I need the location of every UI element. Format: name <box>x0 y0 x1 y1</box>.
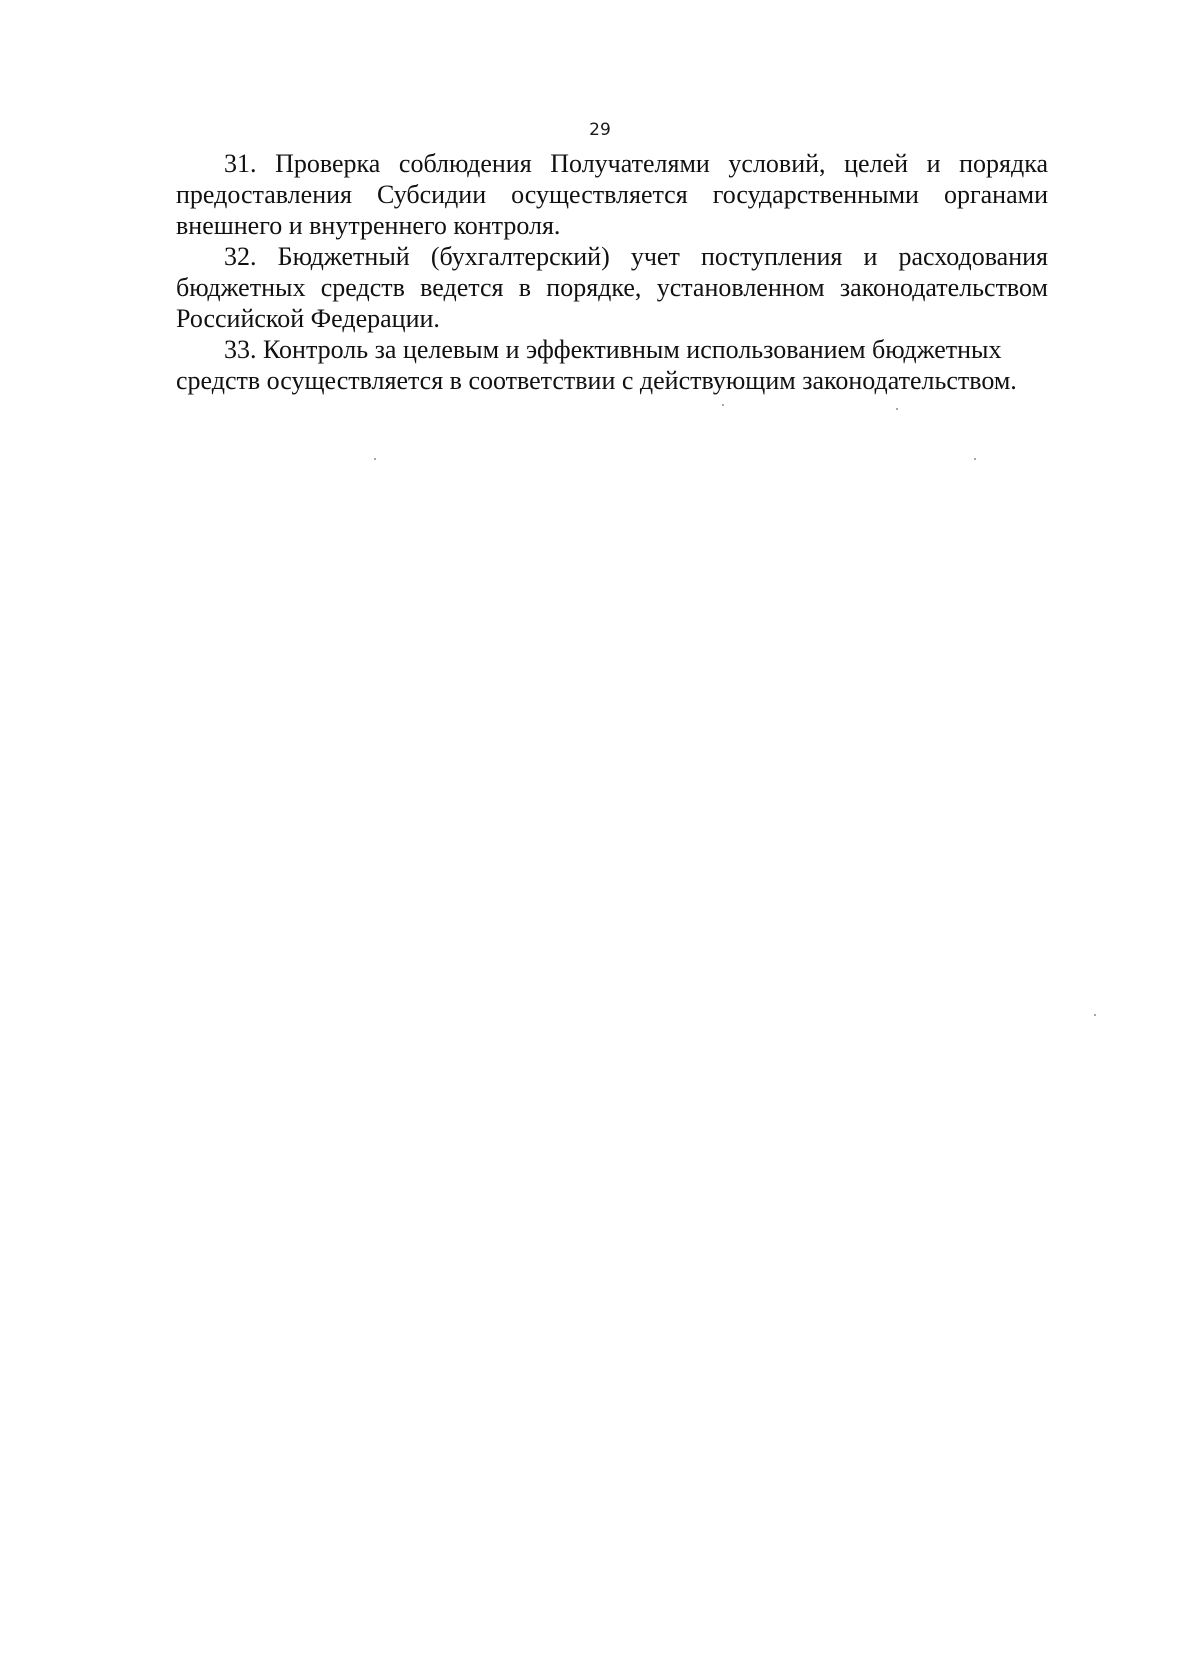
document-body <box>176 148 1048 396</box>
page-number: 29 <box>589 120 611 140</box>
paragraph-33: 33. Контроль за целевым и эффективным использованием бюджетных средств осуществляется в соответствии с действующим законодательством. <box>176 335 1017 395</box>
scan-speck <box>374 458 376 460</box>
scan-speck <box>896 408 898 410</box>
paragraph-32: 32. Бюджетный (бухгалтерский) учет поступления и расходования бюджетных средств ведется в порядке, установленном законодательством Российской Федерации. <box>176 242 1048 333</box>
paragraph-31: 31. Проверка соблюдения Получателями условий, целей и порядка предоставления Субсидии осуществляется государственными органами внешнего и внутреннего контроля. <box>176 149 1048 240</box>
scan-speck <box>1094 1014 1096 1016</box>
scan-speck <box>722 404 724 406</box>
scan-speck <box>974 458 976 460</box>
